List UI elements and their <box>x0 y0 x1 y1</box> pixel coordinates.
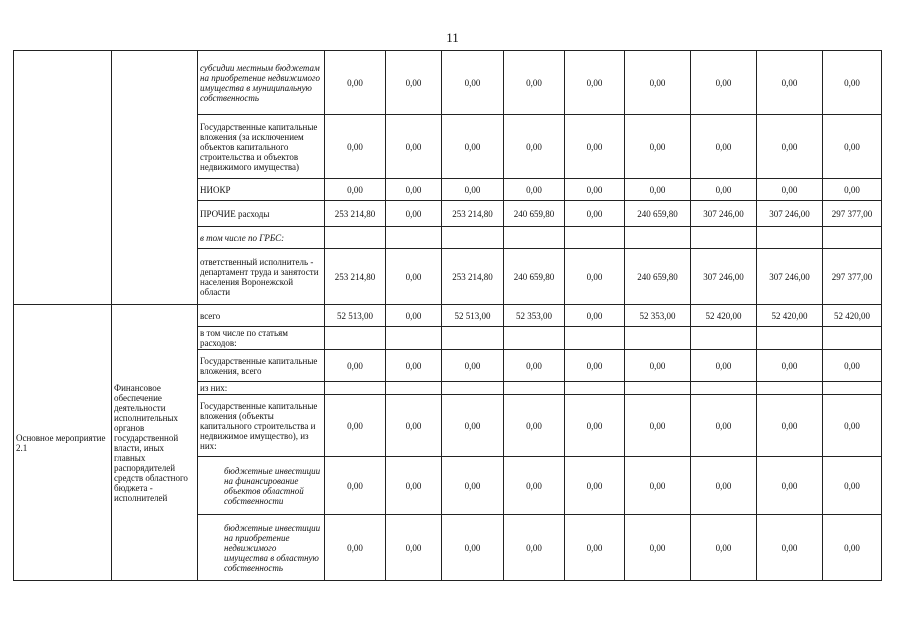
value-cell <box>823 382 882 395</box>
value-cell <box>625 227 691 249</box>
budget-table <box>13 50 882 581</box>
value-cell: 0,00 <box>504 51 565 115</box>
value-cell: 0,00 <box>625 51 691 115</box>
value-cell: 0,00 <box>823 115 882 179</box>
value-cell: 0,00 <box>757 115 823 179</box>
value-cell: 52 353,00 <box>504 305 565 327</box>
value-cell: 0,00 <box>442 395 504 457</box>
value-cell: 0,00 <box>442 515 504 581</box>
table-row <box>14 51 882 115</box>
value-cell: 0,00 <box>565 115 625 179</box>
value-cell <box>757 327 823 350</box>
value-cell: 240 659,80 <box>625 249 691 305</box>
value-cell: 0,00 <box>625 350 691 382</box>
value-cell: 0,00 <box>442 179 504 201</box>
value-cell <box>442 227 504 249</box>
value-cell: 0,00 <box>386 249 442 305</box>
value-cell <box>504 382 565 395</box>
value-cell: 0,00 <box>691 350 757 382</box>
value-cell: 52 353,00 <box>625 305 691 327</box>
value-cell <box>757 227 823 249</box>
value-cell <box>691 382 757 395</box>
value-cell: 297 377,00 <box>823 249 882 305</box>
value-cell <box>565 382 625 395</box>
value-cell: 0,00 <box>823 51 882 115</box>
value-cell: 0,00 <box>442 350 504 382</box>
value-cell: 297 377,00 <box>823 201 882 227</box>
value-cell: 0,00 <box>325 395 386 457</box>
value-cell: 0,00 <box>823 457 882 515</box>
row-group-empty-cell <box>14 51 112 305</box>
value-cell: 52 420,00 <box>823 305 882 327</box>
row-description: Государственные капитальные вложения, всего <box>198 350 325 382</box>
value-cell: 0,00 <box>625 395 691 457</box>
value-cell: 0,00 <box>325 457 386 515</box>
value-cell <box>504 227 565 249</box>
value-cell: 0,00 <box>757 515 823 581</box>
value-cell: 0,00 <box>625 457 691 515</box>
value-cell: 0,00 <box>625 179 691 201</box>
value-cell: 253 214,80 <box>325 201 386 227</box>
value-cell: 0,00 <box>504 515 565 581</box>
value-cell: 240 659,80 <box>504 249 565 305</box>
value-cell: 0,00 <box>442 51 504 115</box>
value-cell: 0,00 <box>691 395 757 457</box>
value-cell: 0,00 <box>691 515 757 581</box>
row-description: бюджетные инвестиции на приобретение недвижимого имущества в областную собственность <box>198 515 325 581</box>
value-cell: 0,00 <box>386 115 442 179</box>
value-cell: 52 513,00 <box>442 305 504 327</box>
value-cell <box>325 327 386 350</box>
value-cell: 0,00 <box>757 179 823 201</box>
value-cell: 0,00 <box>565 395 625 457</box>
value-cell <box>757 382 823 395</box>
value-cell: 0,00 <box>325 350 386 382</box>
value-cell: 0,00 <box>386 51 442 115</box>
value-cell: 0,00 <box>325 515 386 581</box>
row-description: бюджетные инвестиции на финансирование объектов областной собственности <box>198 457 325 515</box>
row-description: Государственные капитальные вложения (объекты капитального строительства и недвижимое имущество), из них: <box>198 395 325 457</box>
value-cell: 0,00 <box>757 51 823 115</box>
value-cell: 0,00 <box>757 457 823 515</box>
value-cell: 0,00 <box>504 179 565 201</box>
value-cell: 0,00 <box>386 179 442 201</box>
value-cell: 52 513,00 <box>325 305 386 327</box>
row-description: всего <box>198 305 325 327</box>
value-cell <box>442 382 504 395</box>
value-cell: 0,00 <box>386 457 442 515</box>
value-cell: 0,00 <box>386 395 442 457</box>
value-cell: 0,00 <box>325 115 386 179</box>
row-description: в том числе по ГРБС: <box>198 227 325 249</box>
value-cell <box>625 382 691 395</box>
value-cell <box>386 382 442 395</box>
value-cell: 52 420,00 <box>691 305 757 327</box>
value-cell: 0,00 <box>504 395 565 457</box>
value-cell: 0,00 <box>386 350 442 382</box>
value-cell: 307 246,00 <box>691 249 757 305</box>
value-cell: 0,00 <box>565 179 625 201</box>
value-cell <box>325 227 386 249</box>
row-description: ответственный исполнитель - департамент труда и занятости населения Воронежской области <box>198 249 325 305</box>
value-cell: 0,00 <box>625 115 691 179</box>
value-cell <box>823 327 882 350</box>
value-cell: 253 214,80 <box>442 201 504 227</box>
value-cell: 0,00 <box>823 350 882 382</box>
value-cell: 0,00 <box>325 179 386 201</box>
value-cell: 0,00 <box>386 305 442 327</box>
value-cell: 0,00 <box>565 305 625 327</box>
row-description: в том числе по статьям расходов: <box>198 327 325 350</box>
value-cell: 0,00 <box>823 179 882 201</box>
value-cell <box>565 327 625 350</box>
value-cell <box>625 327 691 350</box>
row-description: НИОКР <box>198 179 325 201</box>
value-cell: 0,00 <box>823 395 882 457</box>
value-cell: 253 214,80 <box>442 249 504 305</box>
row-description: Государственные капитальные вложения (за исключением объектов капитального строительства и объектов недвижимого имущества) <box>198 115 325 179</box>
value-cell: 240 659,80 <box>504 201 565 227</box>
value-cell <box>823 227 882 249</box>
row-group-empty-cell <box>112 51 198 305</box>
value-cell: 307 246,00 <box>691 201 757 227</box>
row-description: ПРОЧИЕ расходы <box>198 201 325 227</box>
value-cell <box>691 227 757 249</box>
value-cell <box>386 327 442 350</box>
value-cell: 0,00 <box>757 395 823 457</box>
value-cell: 0,00 <box>504 350 565 382</box>
value-cell: 307 246,00 <box>757 201 823 227</box>
value-cell <box>442 327 504 350</box>
section-name: Финансовое обеспечение деятельности исполнительных органов государственной власти, иных главных распорядителей средств областного бюджета - исполнителей <box>112 305 198 581</box>
value-cell: 0,00 <box>565 249 625 305</box>
value-cell: 0,00 <box>565 201 625 227</box>
value-cell: 52 420,00 <box>757 305 823 327</box>
value-cell <box>386 227 442 249</box>
value-cell <box>504 327 565 350</box>
value-cell: 0,00 <box>386 201 442 227</box>
section-label: Основное мероприятие 2.1 <box>14 305 112 581</box>
value-cell <box>691 327 757 350</box>
value-cell: 0,00 <box>386 515 442 581</box>
row-description: из них: <box>198 382 325 395</box>
page-number: 11 <box>446 30 459 45</box>
table-row <box>14 305 882 327</box>
value-cell: 0,00 <box>442 457 504 515</box>
value-cell: 0,00 <box>565 457 625 515</box>
value-cell: 0,00 <box>504 457 565 515</box>
value-cell: 0,00 <box>691 179 757 201</box>
value-cell: 0,00 <box>757 350 823 382</box>
value-cell: 0,00 <box>565 350 625 382</box>
value-cell: 0,00 <box>691 457 757 515</box>
value-cell: 0,00 <box>691 115 757 179</box>
value-cell: 0,00 <box>565 515 625 581</box>
value-cell: 0,00 <box>625 515 691 581</box>
value-cell: 0,00 <box>504 115 565 179</box>
value-cell: 307 246,00 <box>757 249 823 305</box>
value-cell: 0,00 <box>442 115 504 179</box>
value-cell: 0,00 <box>565 51 625 115</box>
row-description: субсидии местным бюджетам на приобретение недвижимого имущества в муниципальную собственность <box>198 51 325 115</box>
value-cell: 0,00 <box>325 51 386 115</box>
value-cell: 240 659,80 <box>625 201 691 227</box>
value-cell <box>565 227 625 249</box>
value-cell: 0,00 <box>691 51 757 115</box>
value-cell: 0,00 <box>823 515 882 581</box>
value-cell <box>325 382 386 395</box>
value-cell: 253 214,80 <box>325 249 386 305</box>
